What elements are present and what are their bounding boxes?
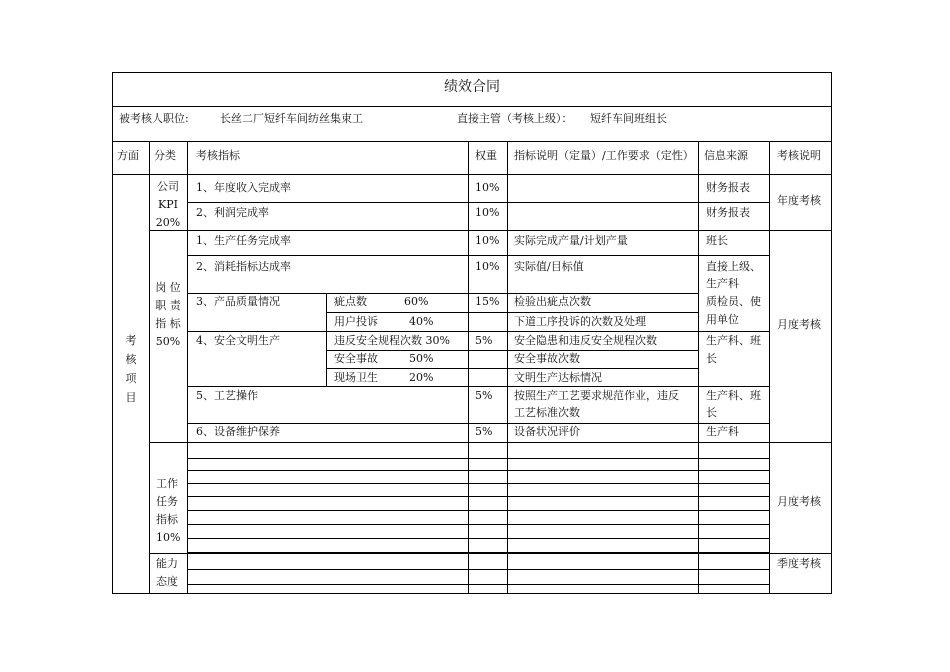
kpi-indicator-2: 2、利润完成率 <box>196 206 269 219</box>
header-description: 指标说明（定量）/工作要求（定性） <box>514 149 694 162</box>
h-rule <box>149 442 831 443</box>
duty-source-4a: 生产科、班 <box>706 334 761 347</box>
duty-desc-5b: 工艺标准次数 <box>514 406 580 419</box>
info-rule <box>113 141 831 142</box>
duty-desc-3b: 下道工序投诉的次数及处理 <box>514 315 646 328</box>
category-duty: 岗 位 职 责 指 标 50% <box>155 281 181 348</box>
h-rule <box>187 538 769 539</box>
duty-sub-3b: 用户投诉 <box>334 315 378 328</box>
duty-desc-5a: 按照生产工艺要求规范作业，违反 <box>514 389 679 402</box>
h-rule <box>187 524 769 525</box>
duty-weight-5: 5% <box>475 389 493 402</box>
v-rule <box>698 141 699 594</box>
duty-weight-3: 15% <box>475 295 500 308</box>
h-rule <box>187 423 769 424</box>
h-rule <box>187 496 769 497</box>
h-rule <box>326 368 698 369</box>
h-rule <box>149 553 831 554</box>
position-label: 被考核人职位: <box>119 112 189 125</box>
title-rule <box>113 106 831 107</box>
duty-source-4b: 长 <box>706 352 717 365</box>
duty-indicator-1: 1、生产任务完成率 <box>196 234 291 247</box>
duty-source-6: 生产科 <box>706 425 739 438</box>
h-rule <box>187 202 769 203</box>
h-rule <box>187 386 769 387</box>
header-weight: 权重 <box>475 149 497 162</box>
duty-indicator-5: 5、工艺操作 <box>196 389 258 402</box>
v-rule <box>769 141 770 594</box>
h-rule <box>187 584 769 585</box>
duty-weight-4: 5% <box>475 334 493 347</box>
header-note: 考核说明 <box>777 149 821 162</box>
category-kpi: 公司 KPI 20% <box>155 180 181 229</box>
h-rule <box>326 350 698 351</box>
ability-note: 季度考核 <box>777 557 821 570</box>
duty-desc-1: 实际完成产量/计划产量 <box>514 234 628 247</box>
h-rule <box>326 312 698 313</box>
duty-sub-3b-weight: 40% <box>409 315 434 328</box>
duty-source-2b: 生产科 <box>706 277 739 290</box>
duty-desc-3a: 检验出疵点次数 <box>514 295 591 308</box>
h-rule <box>187 255 769 256</box>
h-rule <box>187 331 769 332</box>
kpi-weight-1: 10% <box>475 181 500 194</box>
work-note: 月度考核 <box>777 495 821 508</box>
duty-note: 月度考核 <box>777 318 821 331</box>
supervisor-value: 短纤车间班组长 <box>590 112 667 125</box>
duty-source-3b: 用单位 <box>706 313 739 326</box>
h-rule <box>187 569 769 570</box>
v-rule <box>326 293 327 386</box>
duty-source-5a: 生产科、班 <box>706 389 761 402</box>
document-title: 绩效合同 <box>444 79 500 95</box>
duty-sub-3a: 疵点数 <box>334 295 367 308</box>
aspect-label: 考 核 项 目 <box>125 334 137 404</box>
performance-contract-table <box>112 72 832 594</box>
duty-sub-3a-weight: 60% <box>404 295 429 308</box>
duty-source-2a: 直接上级、 <box>706 260 761 273</box>
v-rule <box>187 141 188 594</box>
duty-sub-4c-weight: 20% <box>409 371 434 384</box>
duty-desc-4a: 安全隐患和违反安全规程次数 <box>514 334 657 347</box>
header-indicator: 考核指标 <box>196 149 240 162</box>
duty-source-5b: 长 <box>706 406 717 419</box>
category-work: 工作 任务 指标 10% <box>156 477 181 544</box>
duty-source-3a: 质检员、使 <box>706 295 761 308</box>
kpi-indicator-1: 1、年度收入完成率 <box>196 181 291 194</box>
position-value: 长丝二厂短纤车间纺丝集束工 <box>220 112 363 125</box>
h-rule <box>187 470 769 471</box>
duty-source-1: 班长 <box>706 234 728 247</box>
kpi-source-2: 财务报表 <box>706 206 750 219</box>
h-rule <box>187 293 698 294</box>
category-ability: 能力 态度 <box>156 557 178 588</box>
h-rule <box>187 483 769 484</box>
duty-indicator-2: 2、消耗指标达成率 <box>196 260 291 273</box>
duty-indicator-6: 6、设备维护保养 <box>196 425 280 438</box>
duty-indicator-4: 4、安全文明生产 <box>196 334 280 347</box>
duty-desc-2: 实际值/目标值 <box>514 260 584 273</box>
duty-indicator-3: 3、产品质量情况 <box>196 295 280 308</box>
duty-sub-4c: 现场卫生 <box>334 371 378 384</box>
duty-sub-4a: 违反安全规程次数 30% <box>334 334 450 347</box>
duty-desc-4c: 文明生产达标情况 <box>514 371 602 384</box>
h-rule <box>187 458 769 459</box>
h-rule <box>187 510 769 511</box>
v-rule <box>149 141 150 594</box>
duty-desc-4b: 安全事故次数 <box>514 352 580 365</box>
header-rule <box>113 174 831 175</box>
duty-sub-4b-weight: 50% <box>409 352 434 365</box>
kpi-source-1: 财务报表 <box>706 181 750 194</box>
duty-sub-4b: 安全事故 <box>334 352 378 365</box>
header-category: 分类 <box>154 149 176 162</box>
supervisor-label: 直接主管（考核上级）： <box>457 112 573 125</box>
h-rule <box>149 230 831 231</box>
duty-desc-6: 设备状况评价 <box>514 425 580 438</box>
duty-weight-6: 5% <box>475 425 493 438</box>
duty-weight-2: 10% <box>475 260 500 273</box>
duty-weight-1: 10% <box>475 234 500 247</box>
kpi-note: 年度考核 <box>777 194 821 207</box>
header-aspect: 方面 <box>117 149 139 162</box>
header-source: 信息来源 <box>704 149 748 162</box>
kpi-weight-2: 10% <box>475 206 500 219</box>
